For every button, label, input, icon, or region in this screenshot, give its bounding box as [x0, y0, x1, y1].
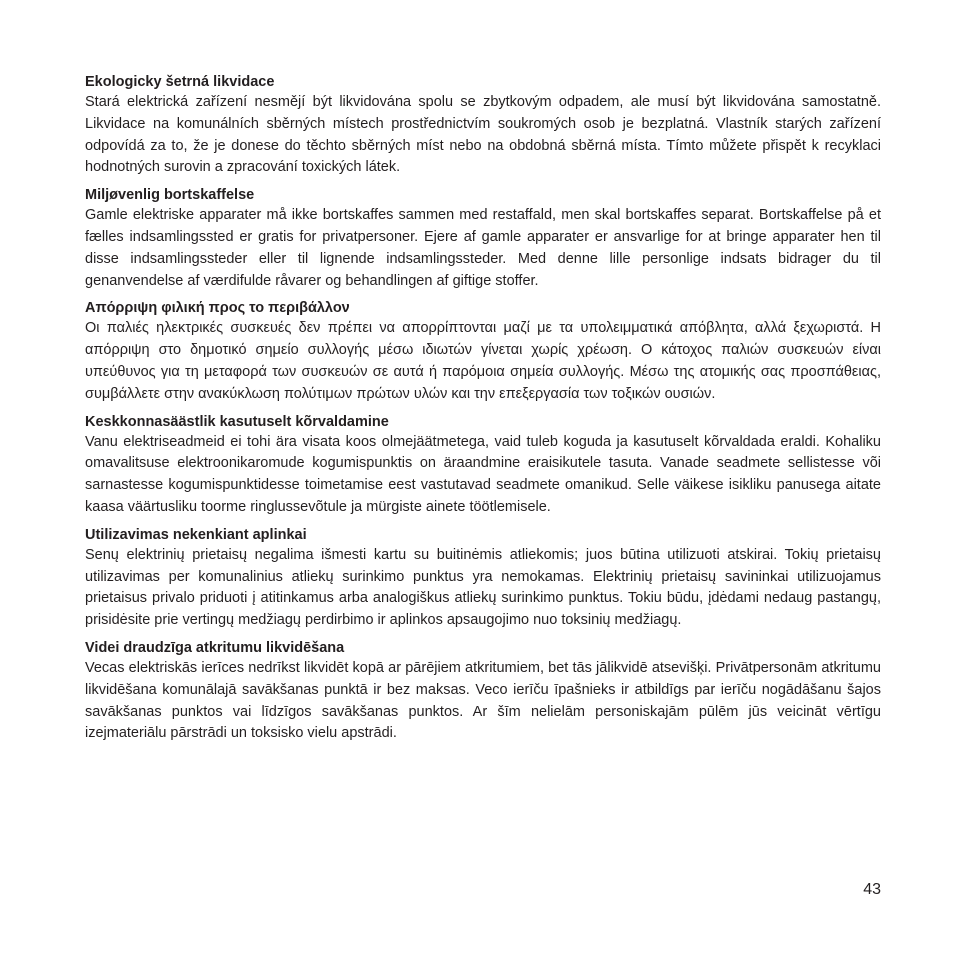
- document-page: [85, 72, 881, 751]
- section-czech: [85, 72, 881, 179]
- section-heading: Ekologicky šetrná likvidace: [85, 74, 275, 90]
- section-body: Stará elektrická zařízení nesmějí být likvidována spolu se zbytkovým odpadem, ale musí být likvidována samostatně. Likvidace na komunálních sběrných místech prostřednictvím soukromých osob je bezplatná. Vlastník starých zařízení odpovídá za to, že je donese do těchto sběrných míst nebo na obdobná sběrná místa. Tímto můžete přispět k recyklaci hodnotných surovin a zpracování toxických látek.: [85, 94, 881, 176]
- section-heading: Απόρριψη φιλική προς το περιβάλλον: [85, 300, 350, 317]
- section-estonian: [85, 412, 881, 519]
- section-heading: Utilizavimas nekenkiant aplinkai: [85, 526, 307, 543]
- section-body: Senų elektrinių prietaisų negalima išmesti kartu su buitinėmis atliekomis; juos būtina utilizuoti atskirai. Tokių prietaisų utilizavimas per komunalinius atliekų surinkimo punktus yra nemokamas. Elektrinių prietaisų savininkai utilizuojamus prietaisus privalo priduoti į atitinkamus arba analogiškus atliekų surinkimo punktus. Tokiu būdu, įdėdami nedaug pastangų, prisidėsite prie vertingų medžiagų perdirbimo ir aplinkos apsaugojimo nuo toksinių medžiagų.: [85, 546, 881, 629]
- section-greek: [85, 298, 881, 405]
- section-body: Vanu elektriseadmeid ei tohi ära visata koos olmejäätmetega, vaid tuleb koguda ja kasutuselt kõrvaldada eraldi. Kohaliku omavalitsuse elektroonikaromude kogumispunktis on äraandmine eraisikutele tasuta. Vanade seadmete sellistesse või sarnastesse kogumispunktidesse toimetamise eest vastutavad seadmete omanikud. Selle väikese isikliku panusega aitate kaasa väärtusliku toorme ringlussevõtule ja mürgiste ainete töötlemisele.: [85, 433, 881, 515]
- section-body: Gamle elektriske apparater må ikke bortskaffes sammen med restaffald, men skal bortskaffes separat. Bortskaffelse på et fælles indsamlingssted er gratis for privatpersoner. Ejere af gamle apparater er ansvarlige for at bringe apparater hen til disse indsamlingssteder eller til lignende indsamlingssteder. Med denne lille personlige indsats bidrager du til genanvendelse af værdifulde råvarer og behandlingen af giftige stoffer.: [85, 207, 881, 289]
- section-body: Vecas elektriskās ierīces nedrīkst likvidēt kopā ar pārējiem atkritumiem, bet tās jālikvidē atsevišķi. Privātpersonām atkritumu likvidēšana komunālajā savākšanas punktā ir bez maksas. Veco ierīču īpašnieks ir atbildīgs par ierīču nogādāšanu šajos savākšanas punktos vai līdzīgos savākšanas punktos. Ar šīm nelielām personiskajām pūlēm jūs veicināt vērtīgu izejmateriālu pārstrādi un toksisko vielu apstrādi.: [85, 659, 881, 742]
- section-heading: Videi draudzīga atkritumu likvidēšana: [85, 639, 345, 656]
- section-lithuanian: [85, 525, 881, 632]
- section-body: Οι παλιές ηλεκτρικές συσκευές δεν πρέπει να απορρίπτονται μαζί με τα υπολειμματικά απόβλητα, αλλά ξεχωριστά. Η απόρριψη στο δημοτικό σημείο συλλογής μέσω ιδιωτών γίνεται χωρίς χρέωση. Ο κάτοχος παλιών συσκευών είναι υπεύθυνος για τη μεταφορά των συσκευών σε αυτά ή παρόμοια σημεία συλλογής. Μέσω της ατομικής σας προσπάθειας, συμβάλλετε στην ανακύκλωση πολύτιμων πρώτων υλών και την επεξεργασία των τοξικών ουσιών.: [85, 320, 881, 402]
- section-heading: Miljøvenlig bortskaffelse: [85, 187, 255, 204]
- page-number: 43: [863, 881, 881, 898]
- section-danish: [85, 185, 881, 292]
- section-heading: Keskkonnasäästlik kasutuselt kõrvaldamine: [85, 413, 389, 430]
- section-latvian: [85, 638, 881, 745]
